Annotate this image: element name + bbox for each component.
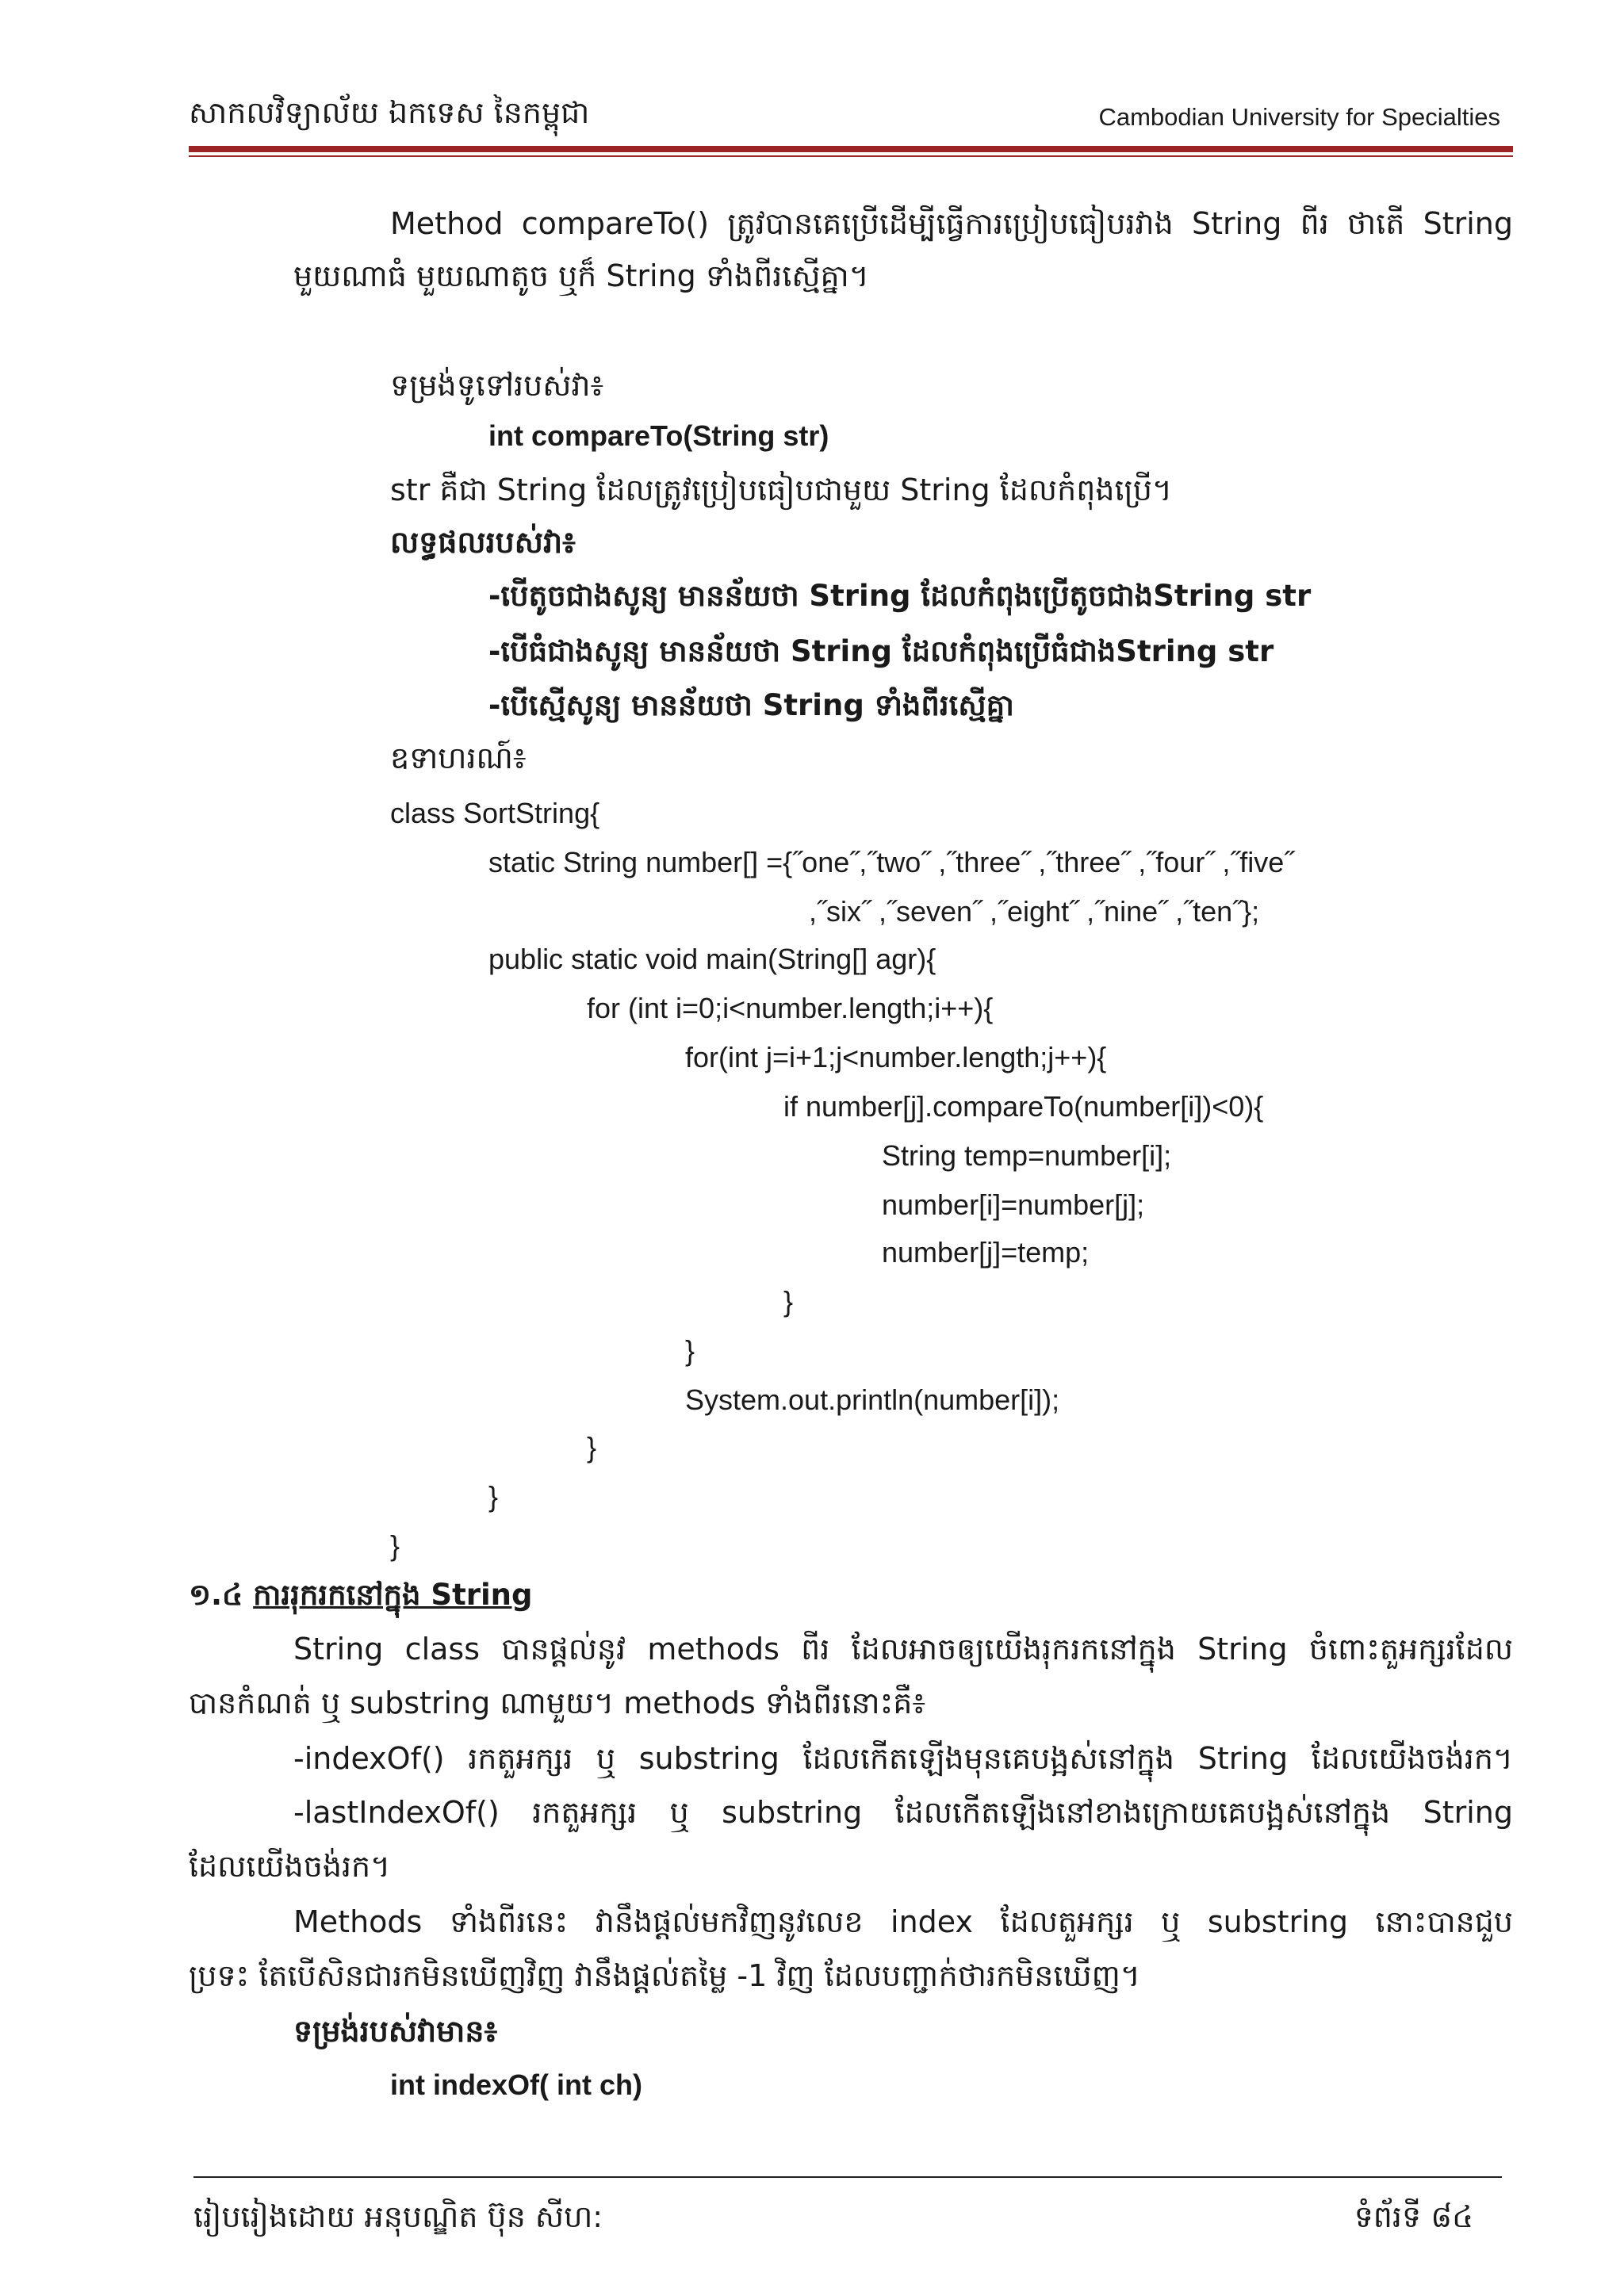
result-less-than-zero: -បើតូចជាងសូន្យ មានន័យថា String ដែលកំពុងប្រើតូចជាងString str (488, 579, 1312, 613)
code-line: for(int j=i+1;j<number.length;j++){ (685, 1041, 1107, 1073)
code-line: ,˝six˝ ,˝seven˝ ,˝eight˝ ,˝nine˝ ,˝ten˝}; (809, 895, 1260, 928)
str-description: str គឺជា String ដែលត្រូវប្រៀបធៀបជាមួយ String ដែលកំពុងប្រើ។ (390, 473, 1173, 507)
code-line: number[i]=number[j]; (882, 1188, 1145, 1221)
code-line: } (488, 1480, 499, 1513)
code-line: String temp=number[i]; (882, 1139, 1172, 1172)
code-line: } (390, 1529, 400, 1562)
form-code: int indexOf( int ch) (390, 2068, 642, 2101)
code-line: class SortString{ (390, 797, 600, 829)
code-line: System.out.println(number[i]); (685, 1383, 1060, 1416)
code-line: number[j]=temp; (882, 1236, 1090, 1269)
code-line: public static void main(String[] agr){ (488, 943, 936, 975)
code-line: if number[j].compareTo(number[i])<0){ (783, 1090, 1264, 1123)
syntax-heading: ទម្រង់ទូទៅរបស់វា៖ (390, 368, 604, 403)
paragraph-compareto-line1: Method compareTo() ត្រូវបានគេប្រើដើម្បីធ្វើការប្រៀបធៀបរវាង String ពីរ ថាតើ String (390, 206, 1513, 241)
code-line: } (587, 1431, 597, 1464)
syntax-code: int compareTo(String str) (488, 419, 829, 452)
code-line: for (int i=0;i<number.length;i++){ (587, 992, 994, 1024)
code-line: } (783, 1285, 794, 1318)
paragraph-methods-line2: ប្រទះ តែបើសិនជារកមិនឃើញវិញ វានឹងផ្តល់តម្លៃ -1 វិញ ដែលបញ្ជាក់ថារកមិនឃើញ។ (189, 1958, 1140, 1993)
result-heading: លទ្ធផលរបស់វា៖ (390, 525, 576, 560)
result-equal-zero: -បើស្មើសូន្យ មានន័យថា String ទាំងពីរស្មើគ្នា (488, 688, 1014, 722)
paragraph-string-class-line2: បានកំណត់ ឬ substring ណាមួយ។ methods ទាំងពីរនោះគឺ៖ (189, 1686, 926, 1720)
section-number: ១.៤ (189, 1578, 243, 1612)
footer-rule (193, 2176, 1502, 2178)
form-heading: ទម្រង់របស់វាមាន៖ (293, 2014, 498, 2049)
paragraph-lastindexof-line2: ដែលយើងចង់រក។ (189, 1849, 391, 1884)
code-line: static String number[] ={˝one˝,˝two˝ ,˝three˝ ,˝three˝ ,˝four˝ ,˝five˝ (488, 846, 1294, 878)
section-title: ការរុករកនៅក្នុង String (253, 1578, 533, 1612)
paragraph-methods-line1: Methods ទាំងពីរនេះ វានឹងផ្តល់មកវិញនូវលេខ index ដែលតួអក្សរ ឬ substring នោះបានជួប (293, 1904, 1513, 1939)
code-line: } (685, 1334, 695, 1367)
header-rule-thick (189, 146, 1513, 152)
footer-author: រៀបរៀងដោយ អនុបណ្ឌិត ប៊ុន សីហ: (193, 2199, 603, 2234)
header-university-english: Cambodian University for Specialties (1098, 103, 1500, 131)
paragraph-compareto-line2: មួយណាធំ មួយណាតូច ឬក៏ String ទាំងពីរស្មើគ្នា។ (293, 258, 869, 293)
header-rule-thin (189, 155, 1513, 157)
paragraph-string-class-line1: String class បានផ្តល់នូវ methods ពីរ ដែលអាចឲ្យយើងរុករកនៅក្នុង String ចំពោះតួអក្សរដែល (293, 1632, 1513, 1667)
result-greater-than-zero: -បើធំជាងសូន្យ មានន័យថា String ដែលកំពុងប្រើធំជាងString str (488, 634, 1274, 668)
example-heading: ឧទាហរណ៍៖ (390, 740, 527, 775)
footer-page-number: ទំព័រទី ៨៤ (1354, 2199, 1473, 2234)
page-body (189, 182, 1513, 2117)
paragraph-indexof: -indexOf() រកតួអក្សរ ឬ substring ដែលកើតឡើងមុនគេបង្អស់នៅក្នុង String ដែលយើងចង់រក។ (293, 1741, 1513, 1776)
section-heading (189, 1571, 533, 1619)
header-university-khmer: សាកលវិទ្យាល័យ ឯកទេស នៃកម្ពុជា (189, 95, 590, 130)
paragraph-lastindexof-line1: -lastIndexOf() រកតួអក្សរ ឬ substring ដែលកើតឡើងនៅខាងក្រោយគេបង្អស់នៅក្នុង String (293, 1795, 1513, 1830)
